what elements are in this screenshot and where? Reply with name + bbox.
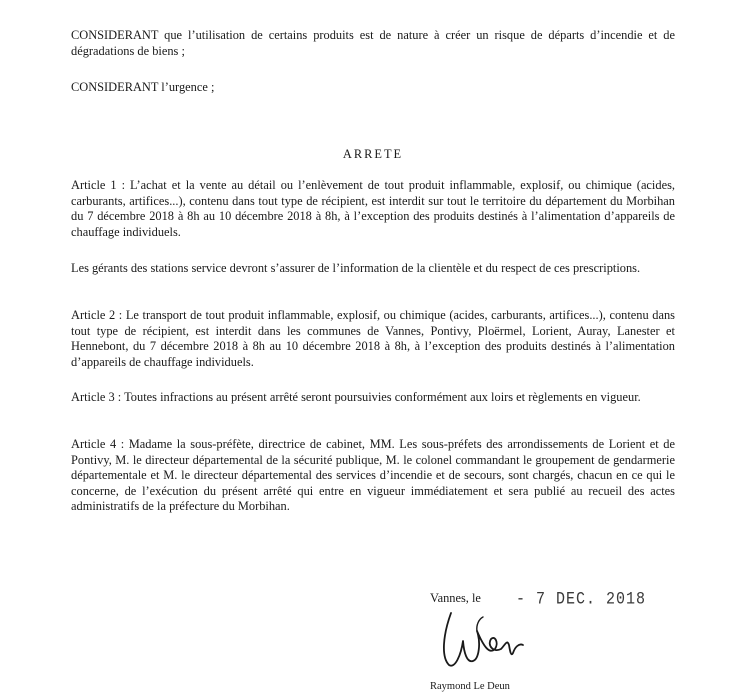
signer-name: Raymond Le Deun bbox=[430, 681, 510, 692]
date-stamp: - 7 DEC. 2018 bbox=[516, 589, 647, 610]
handwritten-signature bbox=[437, 605, 527, 671]
signature-place: Vannes, le bbox=[430, 591, 481, 605]
considerant-urgency: CONSIDERANT l’urgence ; bbox=[71, 80, 215, 94]
article-1: Article 1 : L’achat et la vente au détail ou l’enlèvement de tout produit inflammable, explosif, ou chimique (acides, carburants, artifices...), contenu dans tout type de récipient, est interdit sur tout le territoire du département du Morbihan du 7 décembre 2018 à 8h au 10 décembre 2018 à 8h, à l’exception des produits destinés à l’alimentation d’appareils de chauffage individuels. bbox=[71, 178, 675, 239]
arrete-heading: ARRETE bbox=[342, 147, 404, 161]
article-3: Article 3 : Toutes infractions au présent arrêté seront poursuivies conformément aux loirs et règlements en vigueur. bbox=[71, 390, 641, 404]
considerant-risk: CONSIDERANT que l’utilisation de certains produits est de nature à créer un risque de départs d’incendie et de dégradations de biens ; bbox=[71, 28, 675, 58]
article-1-note: Les gérants des stations service devront s’assurer de l’information de la clientèle et du respect de ces prescriptions. bbox=[71, 261, 641, 275]
article-2: Article 2 : Le transport de tout produit inflammable, explosif, ou chimique (acides, carburants, artifices...), contenu dans tout type de récipient, est interdit dans les communes de Vannes, Pontivy, Ploërmel, Lorient, Auray, Lanester et Hennebont, du 7 décembre 2018 à 8h au 10 décembre 2018 à 8h, à l’exception des produits destinés à l’alimentation d’appareils de chauffage individuels. bbox=[71, 308, 675, 369]
article-4: Article 4 : Madame la sous-préfète, directrice de cabinet, MM. Les sous-préfets des arrondissements de Lorient et de Pontivy, M. le directeur départemental de la sécurité publique, M. le colonel commandant le groupement de gendarmerie départementale et M. le directeur départemental des services d’incendie et de secours, sont chargés, chacun en ce qui le concerne, de l’exécution du présent arrêté qui entre en vigueur immédiatement et sera publié au recueil des actes administratifs de la préfecture du Morbihan. bbox=[71, 437, 675, 514]
